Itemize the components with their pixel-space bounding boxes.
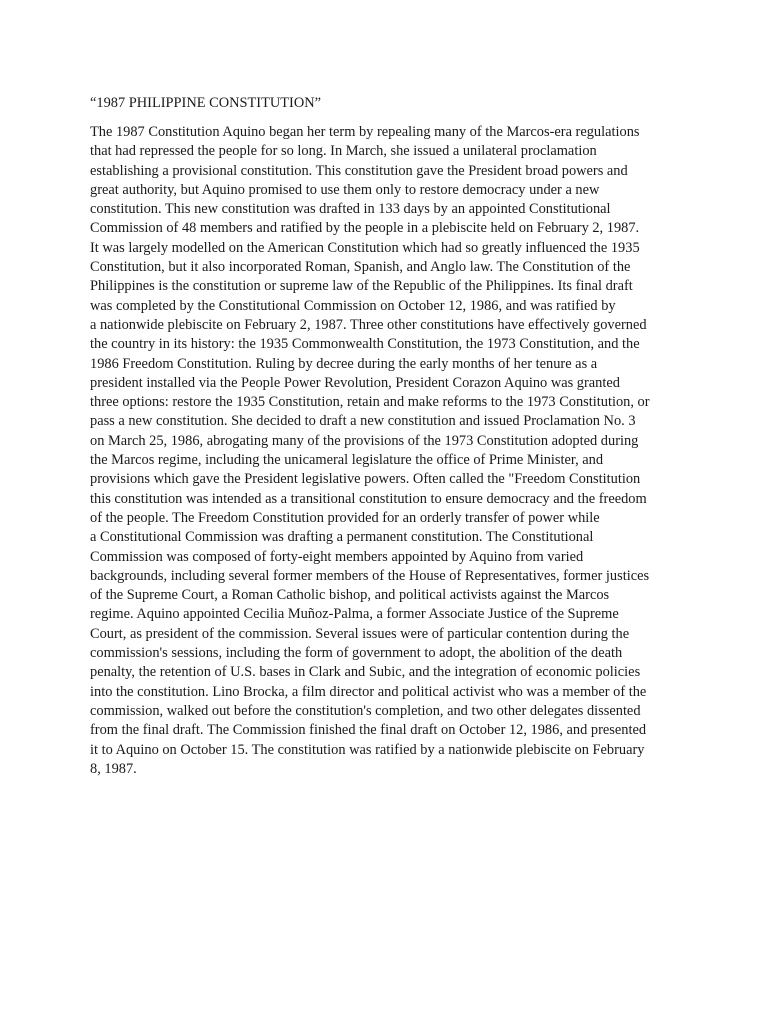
body-line: this constitution was intended as a transitional constitution to ensure democracy and the freedom (90, 490, 647, 507)
body-line: a nationwide plebiscite on February 2, 1987. Three other constitutions have effectively governed (90, 316, 647, 333)
body-line: that had repressed the people for so long. In March, she issued a unilateral proclamation (90, 143, 597, 160)
body-line: into the constitution. Lino Brocka, a film director and political activist who was a member of the (90, 683, 647, 700)
body-line: president installed via the People Power Revolution, President Corazon Aquino was granted (90, 374, 620, 391)
body-line: Constitution, but it also incorporated Roman, Spanish, and Anglo law. The Constitution of the (90, 259, 631, 276)
body-line: Court, as president of the commission. Several issues were of particular contention during the (90, 625, 630, 642)
body-line: penalty, the retention of U.S. bases in Clark and Subic, and the integration of economic policies (90, 664, 641, 681)
body-line: provisions which gave the President legislative powers. Often called the "Freedom Constitution (90, 471, 641, 488)
body-line: The 1987 Constitution Aquino began her term by repealing many of the Marcos-era regulations (90, 124, 640, 140)
body-line: commission's sessions, including the form of government to adopt, the abolition of the death (90, 645, 623, 662)
body-line: three options: restore the 1935 Constitution, retain and make reforms to the 1973 Constitution, or (90, 394, 650, 411)
document-body (90, 123, 690, 779)
body-line: 8, 1987. (90, 760, 137, 777)
body-line: constitution. This new constitution was drafted in 133 days by an appointed Constitutional (90, 201, 611, 218)
document-title: “1987 PHILIPPINE CONSTITUTION” (90, 95, 322, 111)
body-line: pass a new constitution. She decided to draft a new constitution and issued Proclamation No. 3 (90, 413, 636, 430)
body-line: was completed by the Constitutional Commission on October 12, 1986, and was ratified by (90, 297, 616, 314)
body-line: Commission of 48 members and ratified by the people in a plebiscite held on February 2, 1987. (90, 220, 640, 237)
body-line: 1986 Freedom Constitution. Ruling by decree during the early months of her tenure as a (90, 355, 598, 372)
body-line: from the final draft. The Commission finished the final draft on October 12, 1986, and presented (90, 722, 647, 739)
body-line: regime. Aquino appointed Cecilia Muñoz-Palma, a former Associate Justice of the Supreme (90, 606, 619, 623)
body-line: great authority, but Aquino promised to use them only to restore democracy under a new (90, 181, 600, 198)
body-line: Commission was composed of forty-eight members appointed by Aquino from varied (90, 548, 584, 565)
body-line: the country in its history: the 1935 Commonwealth Constitution, the 1973 Constitution, and the (90, 336, 640, 353)
body-line: it to Aquino on October 15. The constitution was ratified by a nationwide plebiscite on February (90, 741, 645, 758)
body-line: commission, walked out before the constitution's completion, and two other delegates dissented (90, 702, 641, 719)
body-line: a Constitutional Commission was drafting a permanent constitution. The Constitutional (90, 529, 594, 546)
body-line: of the people. The Freedom Constitution provided for an orderly transfer of power while (90, 509, 600, 526)
body-line: establishing a provisional constitution. This constitution gave the President broad powers and (90, 162, 628, 179)
body-line: Philippines is the constitution or supreme law of the Republic of the Philippines. Its final draft (90, 278, 633, 295)
body-line: backgrounds, including several former members of the House of Representatives, former justices (90, 567, 650, 584)
body-line: the Marcos regime, including the unicameral legislature the office of Prime Minister, and (90, 452, 604, 469)
body-line: It was largely modelled on the American Constitution which had so greatly influenced the 1935 (90, 239, 640, 256)
body-line: of the Supreme Court, a Roman Catholic bishop, and political activists against the Marcos (90, 587, 610, 604)
body-line: on March 25, 1986, abrogating many of the provisions of the 1973 Constitution adopted during (90, 432, 639, 449)
